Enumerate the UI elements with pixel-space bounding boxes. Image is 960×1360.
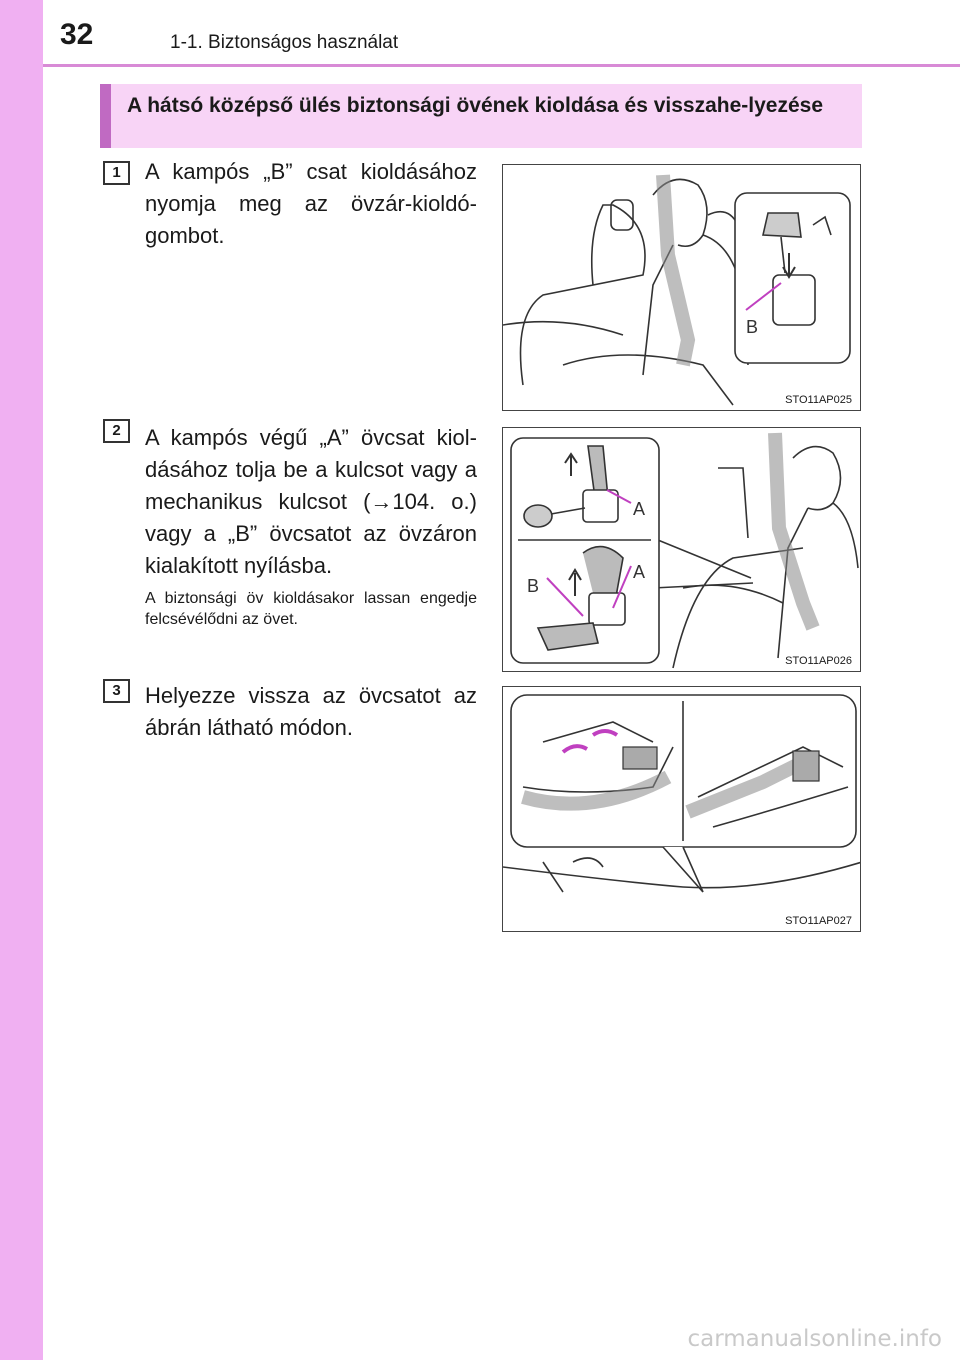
step-number-1: 1 [103,161,130,185]
figure-step-2 [502,427,861,672]
header-divider [43,64,960,67]
figure-code-3: STO11AP027 [785,915,852,927]
figure-step-3 [502,686,861,932]
page-number: 32 [60,18,94,51]
step-number-3: 3 [103,679,130,703]
section-title: 1-1. Biztonságos használat [170,32,399,53]
label-b: B [746,317,759,337]
seatbelt-stow-illustration [503,687,861,932]
figure-code-2: STO11AP026 [785,655,852,667]
label-b: B [527,576,540,596]
seatbelt-key-release-illustration [503,428,861,672]
side-color-strip [0,0,43,1360]
step-1-text: A kampós „B” csat kioldásához nyomja meg az övzár-kioldó-gombot. [145,159,477,248]
figure-code-1: STO11AP025 [785,394,852,406]
section-banner [100,84,862,148]
figure-step-1 [502,164,861,411]
step-2-note: A biztonsági öv kioldásakor lassan engedje felcsévélődni az övet. [145,590,477,628]
step-3-text: Helyezze vissza az övcsatot az ábrán látható módon. [145,683,477,740]
banner-title: A hátsó középső ülés biztonsági övének kioldása és visszahe-lyezése [127,94,823,117]
step-number-2: 2 [103,419,130,443]
label-a-top: A [633,499,646,519]
watermark: carmanualsonline.info [687,1326,942,1352]
seatbelt-buckle-illustration [503,165,861,411]
label-a-bottom: A [633,562,646,582]
step-2-text: A kampós végű „A” övcsat kiol-dásához tolja be a kulcsot vagy a mechanikus kulcsot (→104. o.) vagy a „B” övcsatot az övzáron kialakított nyílásba. [145,425,477,578]
